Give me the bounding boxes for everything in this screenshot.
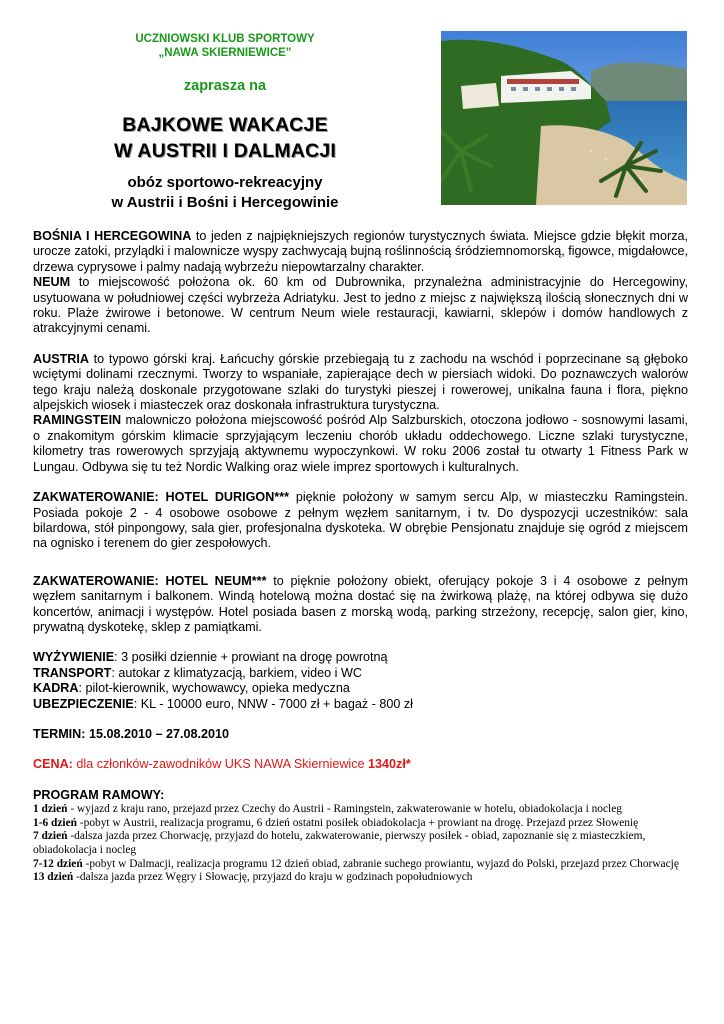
term-label: TERMIN:	[33, 726, 86, 741]
program-text: -pobyt w Austrii, realizacja programu, 6 dzień ostatni posiłek obiadokolacja + prowiant na drogę. Przejazd przez Słowenię	[76, 816, 639, 829]
program-item	[33, 803, 688, 817]
program-item	[33, 817, 688, 831]
title-line2: W AUSTRII I DALMACJI	[113, 140, 337, 162]
program-day: 13 dzień	[33, 871, 74, 884]
program-item	[33, 858, 688, 872]
program-text: -dalsza jazda przez Chorwację, przyjazd do hotelu, zakwaterowanie, pierwszy posiłek - obiad, zapoznanie się z miasteczkiem, obiadokolacja i nocleg	[33, 830, 646, 856]
coastal-resort-photo	[441, 31, 687, 205]
austria-paragraph	[33, 352, 688, 414]
program-day: 1-6 dzień	[33, 816, 77, 829]
term-dates: 15.08.2010 – 27.08.2010	[85, 726, 230, 741]
program-text: -dalsza jazda przez Węgry i Słowację, przyjazd do kraju w godzinach popołudniowych	[73, 871, 473, 884]
club-name-line1: UCZNIOWSKI KLUB SPORTOWY	[135, 33, 315, 45]
program-text: -pobyt w Dalmacji, realizacja programu 12 dzień obiad, zabranie suchego prowiantu, wyjazd do Polski, przejazd przez Chorwację	[82, 857, 679, 870]
invitation-text: zaprasza na	[183, 78, 267, 94]
program-item	[33, 871, 688, 885]
program-list	[33, 803, 688, 885]
bosnia-paragraph	[33, 229, 688, 275]
bosnia-text: to jeden z najpiękniejszych regionów turystycznych świata. Miejsce gdzie błękit morza, urocze zatoki, przylądki i malownicze wyspy zachwycają bujną roślinnością śródziemnomorską, figowce, migdałowce, drzewa cyprysowe i palmy nadają wybrzeżu niepowtarzalny charakter.	[33, 229, 689, 274]
subtitle	[70, 173, 380, 213]
staff-line	[33, 681, 688, 696]
program-day: 7-12 dzień	[33, 857, 83, 870]
austria-text: to typowo górski kraj. Łańcuchy górskie przebiegają tu z zachodu na wschód i poprzecinane są głęboko wciętymi dolinami rzecznymi. Tworzy to wspaniałe, zapierające dech w piersiach widoki. Do poznawczych walorów tego kraju należą doskonale przygotowane szlaki do turystyki pieszej i rowerowej, unikalna fauna i flora, piękno alpejskich wiosek i miasteczek oraz doskonała infrastruktura turystyczna.	[33, 351, 688, 413]
ramingstein-text: malowniczo położona miejscowość pośród Alp Salzburskich, otoczona jodłowo - sosnowymi lasami, o znakomitym górskim klimacie sprzyjającym leczeniu chorób układu oddechowego. Liczne szlaki turystyczne, kilometry tras rowerowych sprzyjają aktywnemu wypoczynkowi. W roku 2006 został tu otwarty 1 Fitness Park w Lungau. Odbywa się tu też Nordic Walking oraz wiele imprez sportowych i kulturalnych.	[33, 413, 688, 474]
neum-hotel-label: ZAKWATEROWANIE: HOTEL NEUM***	[33, 573, 267, 588]
price-value: 1340zł*	[368, 757, 411, 772]
club-name-line2: „NAWA SKIERNIEWICE”	[158, 47, 292, 59]
neum-hotel-text: to pięknie położony obiekt, oferujący pokoje 3 i 4 osobowe z pełnym węzłem sanitarnym i balkonem. Windą hotelową można dostać się na żwirkową plażę, na której odbywa się dużo koncertów, animacji i występów. Hotel posiada basen z morską wodą, parking strzeżony, recepcję, salon gier, kino, prywatną dyskotekę, sklep z pamiątkami.	[33, 573, 688, 634]
food-text: : 3 posiłki dziennie + prowiant na drogę powrotną	[114, 650, 388, 665]
neum-paragraph	[33, 275, 688, 337]
program-heading: PROGRAM RAMOWY:	[33, 787, 165, 802]
title-line1: BAJKOWE WAKACJE	[122, 114, 328, 136]
subtitle-line2: w Austrii i Bośni i Hercegowinie	[111, 194, 339, 211]
price-line	[33, 757, 688, 772]
neum-text: to miejscowość położona ok. 60 km od Dubrownika, przynależna administracyjnie do Hercegowiny, usytuowana w południowej części wybrzeża Adriatyku. Jest to jedno z miejsc z największą ilością słonecznych dni w roku. Plaże żwirowe i betonowe. W centrum Neum wiele restauracji, kawiarni, sklepów i domów handlowych z atrakcyjnymi cenami.	[33, 275, 688, 336]
page-title	[80, 112, 370, 164]
durigon-text: pięknie położony w samym sercu Alp, w miasteczku Ramingstein. Posiada pokoje 2 - 4 osobowe osobowe z pełnym węzłem sanitarnym, i tv. Do dyspozycji uczestników: sala bilardowa, stół pinpongowy, sala gier, profesjonalna dyskoteka. W obrębie Pensjonatu znajduje się ogród z miejscem na ognisko i terenem do gier zespołowych.	[33, 490, 688, 551]
program-day: 7 dzień	[33, 830, 68, 843]
insurance-line	[33, 697, 688, 712]
program-day: 1 dzień	[33, 803, 68, 816]
food-label: WYŻYWIENIE	[33, 650, 115, 665]
price-text: dla członków-zawodników UKS NAWA Skierniewice	[72, 757, 369, 772]
transport-text: : autokar z klimatyzacją, barkiem, video i WC	[111, 665, 362, 680]
subtitle-line1: obóz sportowo-rekreacyjny	[127, 174, 323, 191]
neum-label: NEUM	[33, 275, 71, 290]
staff-label: KADRA	[33, 681, 79, 696]
durigon-label: ZAKWATEROWANIE: HOTEL DURIGON***	[33, 490, 290, 505]
durigon-paragraph	[33, 490, 688, 552]
neum-hotel-paragraph	[33, 574, 688, 636]
bosnia-label: BOŚNIA I HERCEGOWINA	[33, 229, 192, 243]
program-item	[33, 830, 688, 857]
food-line	[33, 650, 688, 665]
transport-line	[33, 666, 688, 681]
insurance-label: UBEZPIECZENIE	[33, 696, 134, 711]
program-text: - wyjazd z kraju rano, przejazd przez Czechy do Austrii - Ramingstein, zakwaterowanie w hotelu, obiadokolacja i nocleg	[67, 803, 622, 816]
insurance-text: : KL - 10000 euro, NNW - 7000 zł + bagaż - 800 zł	[133, 696, 413, 711]
club-name	[80, 32, 370, 60]
staff-text: : pilot-kierownik, wychowawcy, opieka medyczna	[78, 681, 350, 696]
ramingstein-paragraph	[33, 413, 688, 475]
transport-label: TRANSPORT	[33, 665, 112, 680]
austria-label: AUSTRIA	[33, 351, 89, 366]
main-content	[33, 229, 688, 885]
ramingstein-label: RAMINGSTEIN	[33, 413, 122, 428]
price-label: CENA:	[33, 757, 73, 772]
term-line	[33, 727, 688, 742]
